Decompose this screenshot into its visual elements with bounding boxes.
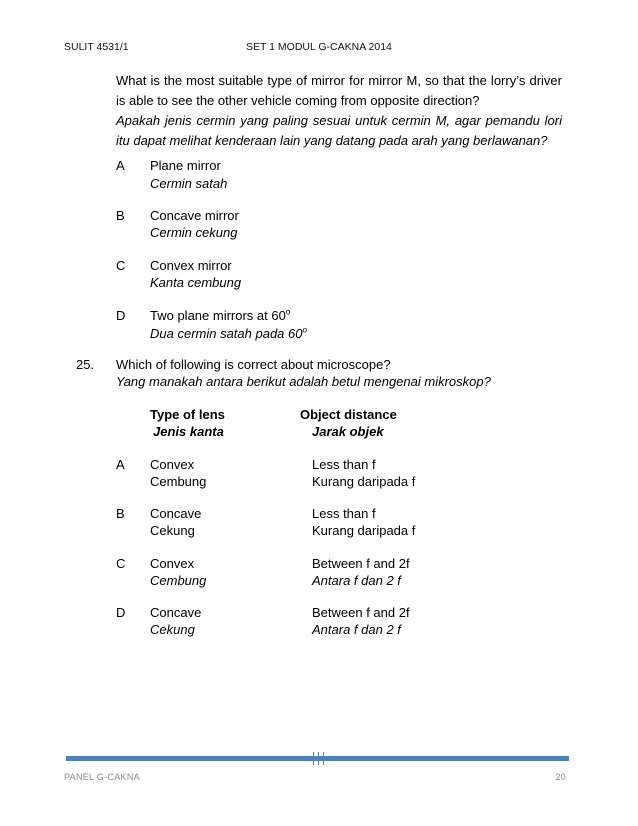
header-center: SET 1 MODUL G-CAKNA 2014	[246, 41, 392, 53]
option-text-english: Convex mirror	[150, 258, 232, 273]
col-header-lens-malay: Jenis kanta	[153, 424, 224, 439]
q25-number: 25.	[76, 357, 95, 372]
lens-english: Convex	[150, 457, 195, 472]
option-text-malay-main: Dua cermin satah pada 60	[150, 326, 303, 341]
distance-english: Between f and 2f	[312, 556, 410, 571]
option-letter: A	[116, 158, 125, 173]
option-text-malay: Kanta cembung	[150, 275, 242, 290]
lens-malay: Cembung	[150, 474, 207, 489]
col-header-lens-english: Type of lens	[150, 407, 225, 422]
q25-stem-english: Which of following is correct about microscope?	[116, 357, 391, 372]
col-header-distance-malay: Jarak objek	[312, 424, 384, 439]
lens-malay: Cekung	[150, 523, 195, 538]
q24-stem-malay: Apakah jenis cermin yang paling sesuai untuk cermin M, agar pemandu lori itu dapat melihat kenderaan lain yang datang pada arah yang berlawanan?	[116, 113, 562, 148]
distance-malay: Kurang daripada f	[312, 523, 416, 538]
lens-english: Convex	[150, 556, 195, 571]
option-text-english-main: Two plane mirrors at 60	[150, 308, 286, 323]
degree-superscript: o	[285, 307, 291, 317]
lens-english: Concave	[150, 605, 202, 620]
option-text-malay	[150, 324, 307, 344]
option-letter: B	[116, 208, 125, 223]
option-text-english	[150, 306, 290, 326]
page-number: 20	[555, 772, 566, 782]
option-letter: A	[116, 457, 125, 472]
option-text-malay: Cermin satah	[150, 176, 228, 191]
option-letter: B	[116, 506, 125, 521]
option-text-english: Plane mirror	[150, 158, 221, 173]
distance-malay: Antara f dan 2 f	[312, 573, 401, 588]
option-letter: D	[116, 605, 126, 620]
distance-malay: Kurang daripada f	[312, 474, 416, 489]
footer-rule-tick	[323, 752, 324, 765]
q25-stem-malay: Yang manakah antara berikut adalah betul mengenai mikroskop?	[116, 374, 491, 389]
degree-superscript: o	[302, 325, 307, 335]
distance-english: Between f and 2f	[312, 605, 410, 620]
col-header-distance-english: Object distance	[300, 407, 397, 422]
lens-malay: Cekung	[150, 622, 195, 637]
option-letter: C	[116, 556, 126, 571]
option-text-malay: Cermin cekung	[150, 225, 238, 240]
distance-english: Less than f	[312, 457, 376, 472]
lens-malay: Cembung	[150, 573, 207, 588]
footer-left: PANEL G-CAKNA	[64, 772, 140, 782]
distance-english: Less than f	[312, 506, 376, 521]
distance-malay: Antara f dan 2 f	[312, 622, 401, 637]
footer-rule-tick	[318, 752, 319, 765]
header-left: SULIT 4531/1	[64, 41, 129, 53]
option-letter: D	[116, 308, 126, 323]
option-letter: C	[116, 258, 126, 273]
q24-stem-english: What is the most suitable type of mirror for mirror M, so that the lorry’s driver is able to see the other vehicle coming from opposite direction?	[116, 73, 562, 108]
footer-rule-tick	[313, 752, 314, 765]
option-text-english: Concave mirror	[150, 208, 239, 223]
lens-english: Concave	[150, 506, 202, 521]
